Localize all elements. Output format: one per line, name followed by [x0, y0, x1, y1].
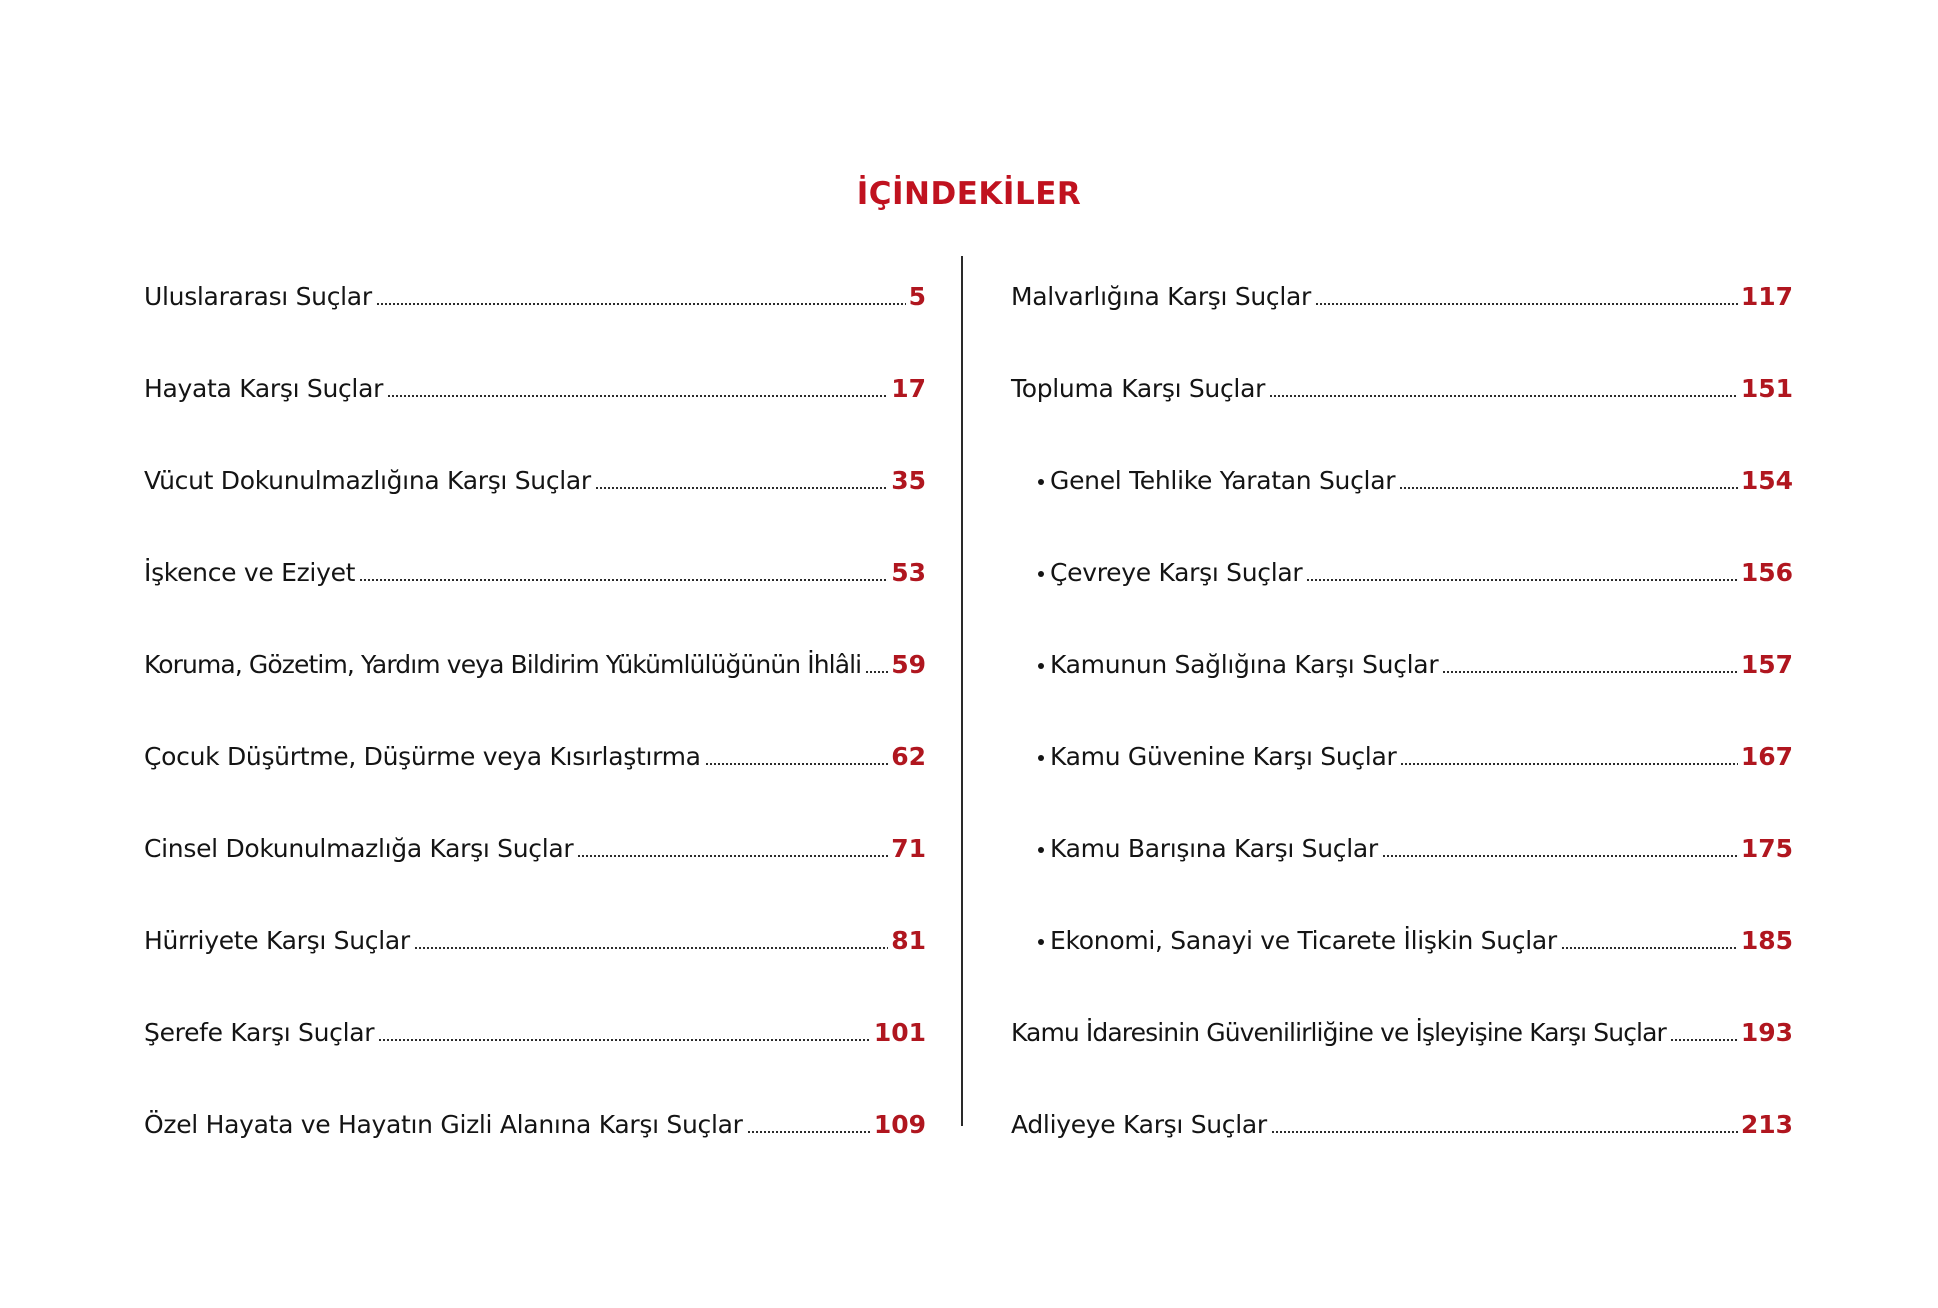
toc-entry-page: 156: [1740, 558, 1793, 587]
toc-entry-page: 157: [1740, 650, 1793, 679]
dot-leader: [1269, 394, 1738, 398]
toc-entry-page: 59: [891, 650, 926, 679]
toc-entry-page: 167: [1740, 742, 1793, 771]
bullet-icon: [1038, 571, 1044, 577]
toc-entry-page: 193: [1740, 1018, 1793, 1047]
dot-leader: [1442, 670, 1738, 674]
dot-leader: [414, 946, 888, 950]
dot-leader: [747, 1130, 871, 1134]
dot-leader: [1400, 762, 1737, 766]
dot-leader: [865, 670, 888, 674]
toc-entry-label: Ekonomi, Sanayi ve Ticarete İlişkin Suçlar: [1050, 926, 1557, 955]
toc-entry-page: 213: [1740, 1110, 1793, 1139]
toc-entry-label: Uluslararası Suçlar: [144, 282, 372, 311]
toc-entry[interactable]: [144, 548, 926, 588]
toc-entry-page: 17: [891, 374, 926, 403]
dot-leader: [1670, 1038, 1738, 1042]
toc-entry-label: Hürriyete Karşı Suçlar: [144, 926, 410, 955]
toc-entry-page: 185: [1740, 926, 1793, 955]
dot-leader: [1561, 946, 1738, 950]
toc-entry-page: 5: [908, 282, 926, 311]
toc-entry-page: 81: [891, 926, 926, 955]
toc-entry-page: 109: [873, 1110, 926, 1139]
toc-subentry[interactable]: [1051, 640, 1793, 680]
bullet-icon: [1038, 755, 1044, 761]
toc-entry[interactable]: [1011, 1100, 1793, 1140]
bullet-icon: [1038, 479, 1044, 485]
toc-entry-label: Vücut Dokunulmazlığına Karşı Suçlar: [144, 466, 591, 495]
toc-entry-page: 35: [891, 466, 926, 495]
bullet-icon: [1038, 663, 1044, 669]
toc-entry[interactable]: [144, 732, 926, 772]
toc-entry-label: Malvarlığına Karşı Suçlar: [1011, 282, 1312, 311]
toc-entry-label: Çevreye Karşı Suçlar: [1050, 558, 1303, 587]
toc-entry-page: 101: [873, 1018, 926, 1047]
toc-entry-label: Şerefe Karşı Suçlar: [144, 1018, 375, 1047]
dot-leader: [1271, 1130, 1738, 1134]
toc-entry-page: 53: [891, 558, 926, 587]
dot-leader: [1399, 486, 1738, 490]
dot-leader: [1306, 578, 1737, 582]
toc-subentry[interactable]: [1051, 916, 1793, 956]
toc-entry[interactable]: [144, 640, 926, 680]
dot-leader: [577, 854, 888, 858]
toc-entry-label: Hayata Karşı Suçlar: [144, 374, 384, 403]
dot-leader: [376, 302, 906, 306]
toc-entry[interactable]: [144, 1100, 926, 1140]
toc-entry-label: Kamu Barışına Karşı Suçlar: [1050, 834, 1378, 863]
dot-leader: [705, 762, 889, 766]
toc-entry-page: 175: [1740, 834, 1793, 863]
toc-entry-label: Topluma Karşı Suçlar: [1011, 374, 1266, 403]
toc-entry[interactable]: [1011, 1008, 1793, 1048]
toc-entry-label: Çocuk Düşürtme, Düşürme veya Kısırlaştırma: [144, 742, 701, 771]
toc-entry-label: İşkence ve Eziyet: [144, 558, 356, 587]
dot-leader: [1315, 302, 1738, 306]
dot-leader: [378, 1038, 871, 1042]
dot-leader: [359, 578, 888, 582]
toc-entry-label: Kamu İdaresinin Güvenilirliğine ve İşleyişine Karşı Suçlar: [1011, 1018, 1666, 1047]
toc-entry[interactable]: [1011, 364, 1793, 404]
dot-leader: [387, 394, 888, 398]
toc-entry-label: Koruma, Gözetim, Yardım veya Bildirim Yükümlülüğünün İhlâli: [144, 650, 862, 679]
toc-entry-label: Kamu Güvenine Karşı Suçlar: [1050, 742, 1397, 771]
toc-entry[interactable]: [144, 1008, 926, 1048]
bullet-icon: [1038, 847, 1044, 853]
toc-subentry[interactable]: [1051, 456, 1793, 496]
toc-entry-label: Cinsel Dokunulmazlığa Karşı Suçlar: [144, 834, 574, 863]
toc-entry[interactable]: [144, 272, 926, 312]
toc-subentry[interactable]: [1051, 824, 1793, 864]
toc-entry[interactable]: [144, 456, 926, 496]
toc-entry[interactable]: [144, 916, 926, 956]
toc-entry-label: Adliyeye Karşı Suçlar: [1011, 1110, 1267, 1139]
column-divider: [961, 256, 963, 1126]
toc-entry[interactable]: [144, 364, 926, 404]
bullet-icon: [1038, 939, 1044, 945]
toc-entry-page: 71: [891, 834, 926, 863]
page-title: İÇİNDEKİLER: [856, 176, 1082, 212]
toc-entry-label: Özel Hayata ve Hayatın Gizli Alanına Karşı Suçlar: [144, 1110, 743, 1139]
dot-leader: [595, 486, 888, 490]
toc-entry-page: 117: [1740, 282, 1793, 311]
toc-entry-label: Genel Tehlike Yaratan Suçlar: [1050, 466, 1396, 495]
toc-subentry[interactable]: [1051, 548, 1793, 588]
toc-entry[interactable]: [1011, 272, 1793, 312]
toc-subentry[interactable]: [1051, 732, 1793, 772]
toc-entry-page: 154: [1740, 466, 1793, 495]
dot-leader: [1382, 854, 1738, 858]
toc-entry-page: 62: [891, 742, 926, 771]
toc-entry-label: Kamunun Sağlığına Karşı Suçlar: [1050, 650, 1439, 679]
toc-entry[interactable]: [144, 824, 926, 864]
toc-entry-page: 151: [1740, 374, 1793, 403]
